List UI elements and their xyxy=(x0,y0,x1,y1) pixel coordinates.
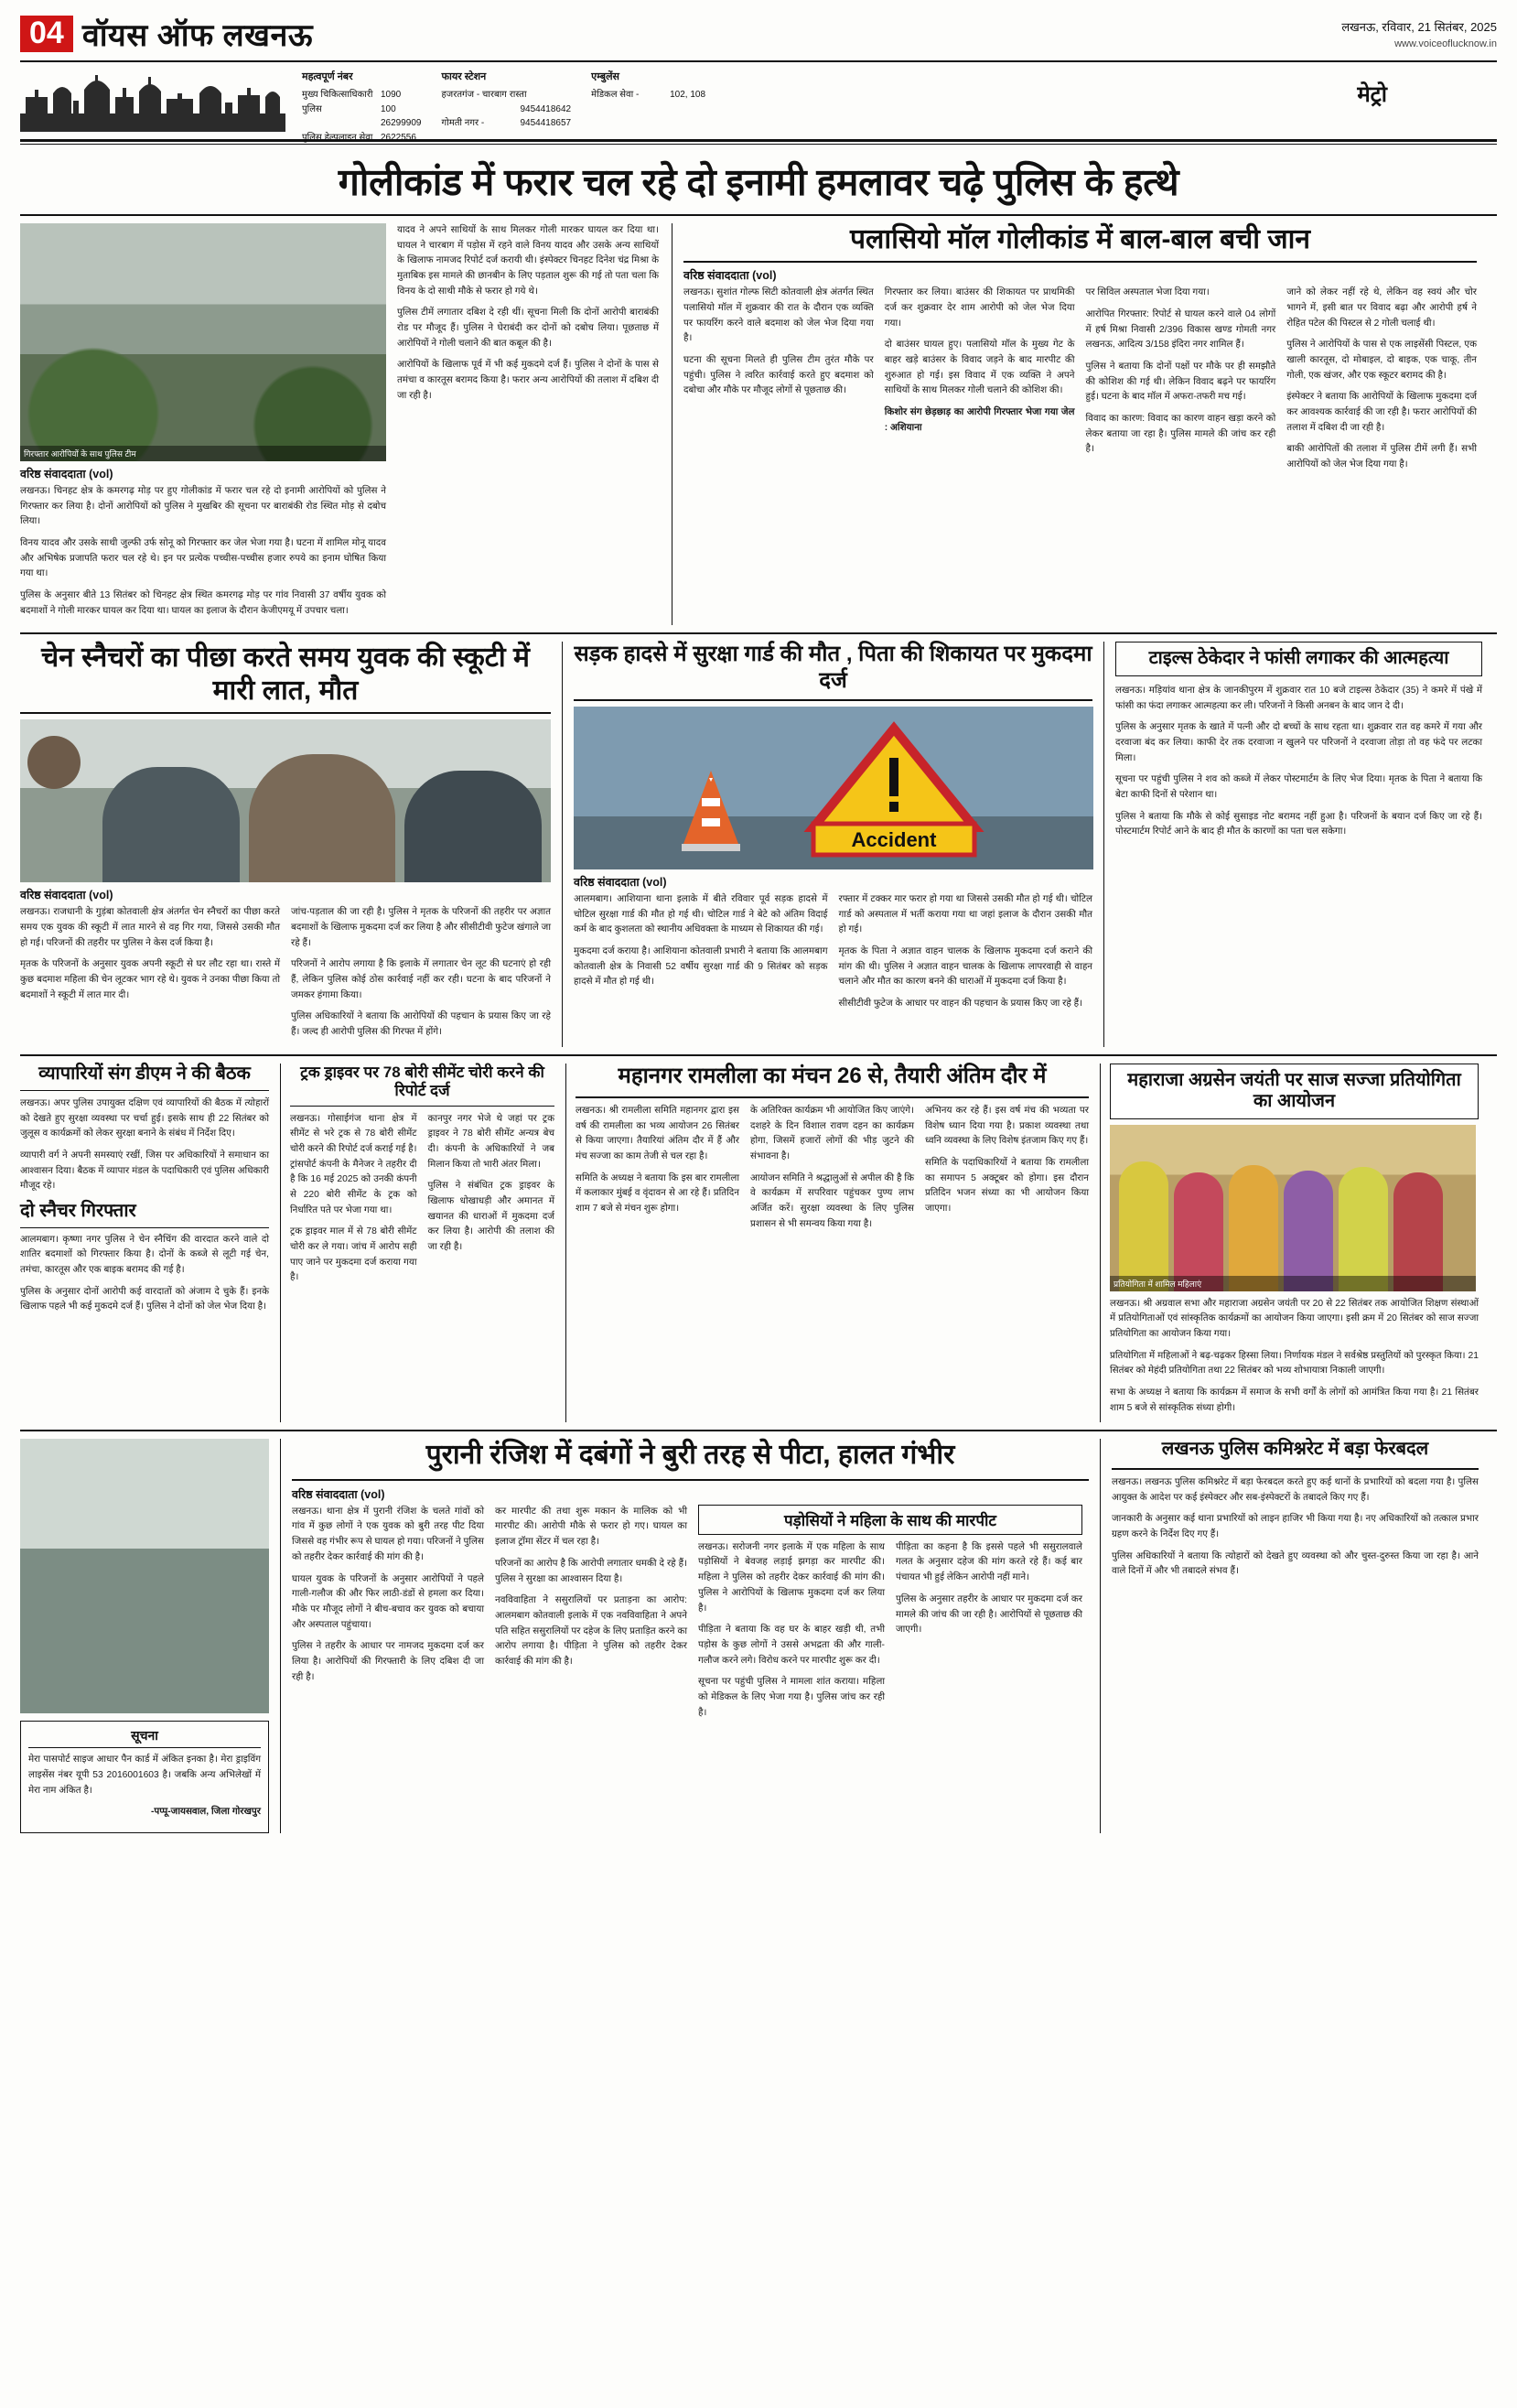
paragraph: पीड़िता ने बताया कि वह घर के बाहर खड़ी थी, तभी पड़ोस के कुछ लोगों ने उससे अभद्रता की और गाली-गलौज करने लगे। विरोध करने पर मारपीट शुरू कर दी। xyxy=(698,1625,885,1666)
helpline-number: 100 xyxy=(381,103,396,114)
lead-col2 xyxy=(397,223,659,625)
paragraph: आरोपियों के खिलाफ पूर्व में भी कई मुकदमे दर्ज हैं। पुलिस ने दोनों के पास से तमंचा व कारतूस बरामद किया है। फरार अन्य आरोपियों की तलाश में दबिश दी जा रही है। xyxy=(397,360,659,401)
lead-photo-caption: गिरफ्तार आरोपियों के साथ पुलिस टीम xyxy=(20,446,386,461)
police-reshuffle-article xyxy=(1100,1439,1479,1833)
accident-byline: वरिष्ठ संवाददाता (vol) xyxy=(574,876,667,889)
paragraph: पुलिस ने संबंधित ट्रक ड्राइवर के खिलाफ धोखाधड़ी और अमानत में खयानत की धाराओं में मुकदमा दर्ज कर लिया है। आरोपी की तलाश की जा रही है। xyxy=(427,1181,554,1252)
helpline-col1-head: महत्वपूर्ण नंबर xyxy=(302,71,353,82)
helpline-label: गोमती नगर - xyxy=(441,118,485,129)
publication-title: वॉयस ऑफ लखनऊ xyxy=(81,18,314,53)
info-strip xyxy=(20,66,1497,143)
paragraph: जाने को लेकर नहीं रहे थे, लेकिन वह स्वयं और चोर भागने में, इसी बात पर विवाद बढ़ा और आरोपी हर्ष ने रोहित पटेल की पिस्टल से 2 गोली चलाई थी। xyxy=(1286,287,1477,329)
notice-body xyxy=(28,1753,261,1820)
paragraph: किशोर संग छेड़छाड़ का आरोपी गिरफ्तार भेजा गया जेल : अशियाना xyxy=(884,407,1075,433)
paragraph: पुलिस के अनुसार मृतक के खाते में पत्नी और दो बच्चों के साथ रहता था। शुक्रवार रात वह कमरे में गया और दरवाजा बंद कर लिया। काफी देर तक दरवाजा न खुलने पर परिजनों ने दरवाजा तोड़ा तो वह फंदे पर लटका मिला। xyxy=(1115,722,1482,763)
notice-signature: -पप्पू-जायसवाल, जिला गोरखपुर xyxy=(150,1807,261,1818)
paragraph: बाकी आरोपितों की तलाश में पुलिस टीमें लगी हैं। सभी आरोपियों को जेल भेज दिया गया है। xyxy=(1286,444,1477,470)
palassio-article xyxy=(672,223,1477,625)
masthead-rule xyxy=(20,60,1497,62)
ramlila-article xyxy=(565,1064,1089,1423)
accident-sign-graphic xyxy=(574,707,1093,869)
tiles-article xyxy=(1103,642,1482,1046)
paragraph: प्रतियोगिता में महिलाओं ने बढ़-चढ़कर हिस्सा लिया। निर्णायक मंडल ने सर्वश्रेष्ठ प्रस्तुतियों को पुरस्कृत किया। 21 सितंबर को मेहंदी प्रतियोगिता तथा 22 सितंबर को भव्य शोभायात्रा निकाली जाएगी। xyxy=(1110,1350,1479,1377)
paragraph: रफ्तार में टक्कर मार फरार हो गया था जिससे उसकी मौत हो गई थी। चोटिल गार्ड को अस्पताल में भर्ती कराया गया था जहां इलाज के दौरान उसकी मौत हो गई। xyxy=(838,894,1092,935)
issue-date: लखनऊ, रविवार, 21 सितंबर, 2025 xyxy=(1341,20,1497,34)
helpline-important-numbers xyxy=(302,70,422,145)
notice-box xyxy=(20,1721,269,1833)
palassio-col2 xyxy=(885,286,1075,479)
paragraph: लखनऊ। लखनऊ पुलिस कमिश्नरेट में बड़ा फेरबदल करते हुए कई थानों के प्रभारियों को बदला गया है। पुलिस आयुक्त के आदेश पर कई इंस्पेक्टर और सब-इंस्पेक्टरों के तबादले किए गए हैं। xyxy=(1112,1477,1479,1503)
masthead-left xyxy=(20,13,313,55)
masthead-right xyxy=(1341,13,1497,51)
helpline-number: 102, 108 xyxy=(670,90,706,101)
truck-col1 xyxy=(290,1112,417,1292)
page-folio: 04 xyxy=(20,16,73,52)
paragraph: यादव ने अपने साथियों के साथ मिलकर गोली मारकर घायल कर दिया था। घायल ने चारबाग में पड़ोस में रहने वाले विनय यादव और उसके अन्य साथियों के खिलाफ नामजद रिपोर्ट दर्ज करायी थी। इंस्पेक्टर चिनहट दिनेश चंद्र मिश्रा के मुताबिक इस मामले की छानबीन के लिए पड़ताल शुरू की गई तो पता चला कि विनय के दो साथी मौके से फरार हो गये थे। xyxy=(397,225,659,297)
paragraph: लखनऊ। सरोजनी नगर इलाके में एक महिला के साथ पड़ोसियों ने बेवजह लड़ाई झगड़ा कर मारपीट की। महिला ने पुलिस को तहरीर देकर कार्रवाई की मांग की। पुलिस ने आरोपियों के खिलाफ मुकदमा दर्ज कर लिया है। xyxy=(698,1541,885,1614)
paragraph: घायल युवक के परिजनों के अनुसार आरोपियों ने पहले गाली-गलौज की और फिर लाठी-डंडों से हमला कर दिया। मौके पर मौजूद लोगों ने बीच-बचाव कर युवक को बचाया और अस्पताल पहुंचाया। xyxy=(292,1573,484,1630)
paragraph: पुलिस अधिकारियों ने बताया कि आरोपियों की पहचान के प्रयास किए जा रहे हैं। जल्द ही आरोपी पुलिस की गिरफ्त में होंगे। xyxy=(291,1011,551,1037)
paragraph: घटना की सूचना मिलते ही पुलिस टीम तुरंत मौके पर पहुंची। पुलिस ने त्वरित कार्रवाई करते हुए बदमाश को दबोचा और मौके पर मौजूद लोगों से पूछताछ की। xyxy=(683,355,874,396)
tiles-body xyxy=(1115,684,1482,840)
helpline-col2-head: फायर स्टेशन xyxy=(441,71,487,82)
paragraph: पुलिस के अनुसार दोनों आरोपी कई वारदातों को अंजाम दे चुके हैं। इनके खिलाफ पहले भी कई मुकदमे दर्ज हैं। पुलिस ने दोनों को जेल भेज दिया है। xyxy=(20,1286,269,1312)
lead-col1 xyxy=(20,484,386,619)
beating-col2 xyxy=(495,1505,687,1727)
maharaja-body xyxy=(1110,1297,1479,1417)
paragraph: विनय यादव और उसके साथी जुल्फी उर्फ सोनू को गिरफ्तार कर जेल भेजा गया है। घटना में शामिल मोनू यादव और अभिषेक प्रजापति फरार चल रहे थे। इन पर प्रत्येक पच्चीस-पच्चीस हजार रुपये का इनाम घोषित किया गया था। xyxy=(20,538,386,579)
paragraph: सूचना पर पहुंची पुलिस ने शव को कब्जे में लेकर पोस्टमार्टम के लिए भेज दिया। मृतक के पिता ने बताया कि बेटा काफी दिनों से परेशान था। xyxy=(1115,774,1482,800)
vyapari-article xyxy=(20,1064,269,1423)
vyapari-body xyxy=(20,1096,269,1194)
paragraph: गिरफ्तार कर लिया। बाउंसर की शिकायत पर प्राथमिकी दर्ज कर शुक्रवार देर शाम आरोपी को जेल भेज दिया गया। xyxy=(884,287,1075,329)
paragraph: आयोजन समिति ने श्रद्धालुओं से अपील की है कि वे कार्यक्रम में सपरिवार पहुंचकर पुण्य लाभ अर्जित करें। सुरक्षा व्यवस्था के लिए पुलिस प्रशासन से भी समन्वय किया गया है। xyxy=(750,1172,914,1229)
tiles-headline-box xyxy=(1115,642,1482,676)
accident-headline: सड़क हादसे में सुरक्षा गार्ड की मौत , पिता की शिकायत पर मुकदमा दर्ज xyxy=(574,642,1092,693)
paragraph: मेरा पासपोर्ट साइज आधार पैन कार्ड में अंकित इनका है। मेरा ड्राइविंग लाइसेंस नंबर यूपी 53 2016001603 है। जबकि अन्य अभिलेखों में मेरा नाम अंकित है। xyxy=(28,1755,261,1796)
palassio-col3 xyxy=(1086,286,1276,479)
ramlila-col2 xyxy=(750,1104,914,1238)
paragraph: व्यापारी वर्ग ने अपनी समस्याएं रखीं, जिस पर अधिकारियों ने समाधान का आश्वासन दिया। बैठक में व्यापार मंडल के पदाधिकारी एवं पुलिस अधिकारी मौजूद रहे। xyxy=(20,1150,269,1192)
chain-snatcher-article xyxy=(20,642,551,1046)
helpline-label xyxy=(302,116,373,131)
paragraph: ट्रक ड्राइवर माल में से 78 बोरी सीमेंट चोरी कर ले गया। जांच में आरोप सही पाए जाने पर मुकदमा दर्ज कराया गया है। xyxy=(290,1226,417,1283)
chain-photo xyxy=(20,719,551,882)
helpline-label: मुख्य चिकित्साधिकारी xyxy=(302,90,373,101)
paragraph: लखनऊ। श्री अग्रवाल सभा और महाराजा अग्रसेन जयंती पर 20 से 22 सितंबर तक आयोजित शिक्षण संस्थाओं में प्रतियोगिताओं एवं सांस्कृतिक कार्यक्रमों का आयोजन किया जाएगा। इसी क्रम में 20 सितंबर को साज सज्जा प्रतियोगिता का आयोजन किया गया। xyxy=(1110,1298,1479,1340)
paragraph: लखनऊ। गोसाईगंज थाना क्षेत्र में सीमेंट से भरे ट्रक से 78 बोरी सीमेंट चोरी करने की रिपोर्ट दर्ज कराई गई है। ट्रांसपोर्ट कंपनी के मैनेजर ने तहरीर दी है कि 16 मई 2025 को उनकी कंपनी से 220 बोरी सीमेंट के ट्रक को निर्धारित पते पर भेजा गया था। xyxy=(290,1113,417,1215)
section-label: मेट्रो xyxy=(1357,82,1387,107)
palassio-col4 xyxy=(1286,286,1477,479)
paragraph: परिजनों का आरोप है कि आरोपी लगातार धमकी दे रहे हैं। पुलिस ने सुरक्षा का आश्वासन दिया है। xyxy=(495,1558,687,1584)
helpline-number: 9454418657 xyxy=(520,118,572,129)
accident-col2 xyxy=(839,892,1093,1019)
paragraph: दो बाउंसर घायल हुए। पलासियो मॉल के मुख्य गेट के बाहर खड़े बाउंसर के विवाद जड़ने के बाद मारपीट की शुरुआत हो गई। इस विवाद में एक व्यक्ति ने अपने साथियों के साथ मिलकर गोली चलाने की कोशिश की। xyxy=(884,340,1075,396)
paragraph: लखनऊ। राजधानी के गुड़ंबा कोतवाली क्षेत्र अंतर्गत चेन स्नैचरों का पीछा करते समय एक युवक की स्कूटी में लात मारने से वह गिर गया, जिससे उसकी मौत हो गई। परिजनों की तहरीर पर पुलिस ने केस दर्ज किया है। xyxy=(20,907,280,948)
vyapari-headline: व्यापारियों संग डीएम ने की बैठक xyxy=(38,1063,251,1084)
paragraph: आलमबाग। कृष्णा नगर पुलिस ने चेन स्नैचिंग की वारदात करने वाले दो शातिर बदमाशों को गिरफ्तार किया है। दोनों के कब्जे से लूटी गई चेन, तमंचा, कारतूस और एक बाइक बरामद की गई है। xyxy=(20,1234,269,1276)
chain-headline: चेन स्नैचरों का पीछा करते समय युवक की स्कूटी में मारी लात, मौत xyxy=(41,642,530,706)
helpline-number: 26299909 xyxy=(381,118,422,129)
notice-heading: सूचना xyxy=(28,1727,261,1748)
chain-col1 xyxy=(20,905,280,1046)
reshuffle-headline: लखनऊ पुलिस कमिश्नरेट में बड़ा फेरबदल xyxy=(1161,1439,1429,1460)
paragraph: आलमबाग। आशियाना थाना इलाके में बीते रविवार पूर्व सड़क हादसे में चोटिल सुरक्षा गार्ड की मौत हो गई थी। चोटिल गार्ड ने बेटे को अंतिम विदाई कर्म के बाद कुशलता को स्थानीय अधिवक्ता के माध्यम से शिकायत की गई। xyxy=(574,894,828,935)
paragraph: लखनऊ। अपर पुलिस उपायुक्त दक्षिण एवं व्यापारियों की बैठक में त्योहारों को देखते हुए सुरक्षा व्यवस्था पर चर्चा हुई। इसके साथ ही 22 सितंबर को जुलूस व कार्यक्रमों को लेकर सुरक्षा बनाने के संबंध में निर्देश दिए। xyxy=(20,1098,269,1139)
truck-article xyxy=(280,1064,554,1423)
paragraph: अभिनय कर रहे हैं। इस वर्ष मंच की भव्यता पर विशेष ध्यान दिया गया है। प्रकाश व्यवस्था तथा ध्वनि व्यवस्था के लिए विशेष इंतजाम किए गए हैं। xyxy=(925,1105,1089,1147)
paragraph: लखनऊ। चिनहट क्षेत्र के कमरगढ़ मोड़ पर हुए गोलीकांड में फरार चल रहे दो इनामी आरोपियों को पुलिस ने गिरफ्तार कर लिया है। दोनों आरोपियों को पुलिस ने मुखबिर की सूचना पर बाराबंकी रोड स्थित मोड़ से दबोच लिया। xyxy=(20,486,386,527)
paragraph: लखनऊ। सुशांत गोल्फ सिटी कोतवाली क्षेत्र अंतर्गत स्थित पलासियो मॉल में शुक्रवार की रात के दौरान एक व्यक्ति पर फायरिंग करने वाले बदमाश को जेल भेज दिया गया है। xyxy=(683,287,874,344)
accident-photo xyxy=(574,707,1093,869)
paragraph: पुलिस टीमें लगातार दबिश दे रही थीं। सूचना मिली कि दोनों आरोपी बाराबंकी रोड पर मौजूद हैं। पुलिस ने घेराबंदी कर दोनों को दबोच लिया। पूछताछ में आरोपियों ने गोली चलाने की बात कबूल की है। xyxy=(397,308,659,349)
beating-col3 xyxy=(698,1540,885,1727)
palassio-headline: पलासियो मॉल गोलीकांड में बाल-बाल बची जान xyxy=(849,224,1311,254)
paragraph: पुलिस के अनुसार तहरीर के आधार पर मुकदमा दर्ज कर मामले की जांच की जा रही है। आरोपियों से पूछताछ की जाएगी। xyxy=(896,1593,1082,1636)
truck-headline: ट्रक ड्राइवर पर 78 बोरी सीमेंट चोरी करने की रिपोर्ट दर्ज xyxy=(300,1063,544,1099)
third-band xyxy=(20,1064,1497,1423)
paragraph: जांच-पड़ताल की जा रही है। पुलिस ने मृतक के परिजनों की तहरीर पर अज्ञात बदमाशों के खिलाफ मुकदमा दर्ज कर लिया है और सीसीटीवी फुटेज खंगाले जा रहे हैं। xyxy=(291,907,551,948)
paragraph: के अतिरिक्त कार्यक्रम भी आयोजित किए जाएंगे। दशहरे के दिन विशाल रावण दहन का कार्यक्रम होगा, जिसमें हजारों लोगों की भीड़ जुटने की संभावना है। xyxy=(750,1105,914,1161)
paragraph: लखनऊ। थाना क्षेत्र में पुरानी रंजिश के चलते गांवों को गांव में कुछ लोगों ने एक युवक को बुरी तरह पीट दिया जिससे वह गंभीर रूप से घायल हो गया। परिजनों ने पुलिस को तहरीर देकर कार्रवाई की मांग की है। xyxy=(292,1506,484,1562)
paragraph: विवाद का कारण: विवाद का कारण वाहन खड़ा करने को लेकर बताया जा रहा है। पुलिस मामले की जांच कर रही है। xyxy=(1085,414,1276,455)
ramlila-col1 xyxy=(576,1104,739,1238)
second-band xyxy=(20,642,1497,1046)
filler-photo xyxy=(20,1439,269,1713)
beating-col1 xyxy=(292,1505,484,1727)
tiles-headline: टाइल्स ठेकेदार ने फांसी लगाकर की आत्महत्या xyxy=(1148,648,1449,669)
helpline-number: 2622556 xyxy=(381,132,416,143)
paragraph: कानपुर नगर भेजे थे जहां पर ट्रक ड्राइवर ने 78 बोरी सीमेंट अन्यत्र बेच दी। कंपनी के अधिकारियों ने जब मिलान किया तो भारी अंतर मिला। xyxy=(427,1113,554,1170)
helpline-label: मेडिकल सेवा - xyxy=(591,90,640,101)
website-url: www.voiceoflucknow.in xyxy=(1394,38,1497,49)
paragraph: मृतक के परिजनों के अनुसार युवक अपनी स्कूटी से घर लौट रहा था। रास्ते में कुछ बदमाश महिला की चेन लूटकर भाग रहे थे। युवक ने उनका पीछा किया तो बदमाशों ने स्कूटी में लात मार दी। xyxy=(20,959,280,1000)
paragraph: मृतक के पिता ने अज्ञात वाहन चालक के खिलाफ मुकदमा दर्ज कराने की मांग की थी। पुलिस ने अज्ञात वाहन चालक के खिलाफ लापरवाही से वाहन चलाने और मौत का कारण बनने की धाराओं में मुकदमा दर्ज किया है। xyxy=(838,946,1092,988)
paragraph: पुलिस ने बताया कि दोनों पक्षों पर मौके पर ही समझौते की कोशिश की गई थी। लेकिन विवाद बढ़ने पर फायरिंग हुई। घटना के बाद मॉल में अफरा-तफरी मच गई। xyxy=(1085,362,1276,403)
paragraph: सूचना पर पहुंची पुलिस ने मामला शांत कराया। महिला को मेडिकल के लिए भेजा गया है। पुलिस जांच कर रही है। xyxy=(698,1677,885,1718)
paragraph: पुलिस ने तहरीर के आधार पर नामजद मुकदमा दर्ज कर लिया है। आरोपियों की गिरफ्तारी के लिए दबिश दी जा रही है। xyxy=(292,1641,484,1682)
paragraph: लखनऊ। श्री रामलीला समिति महानगर द्वारा इस वर्ष की रामलीला का भव्य आयोजन 26 सितंबर से किया जाएगा। तैयारियां अंतिम दौर में हैं और मंच सज्जा का काम तेजी से चल रहा है। xyxy=(576,1105,739,1161)
notice-column xyxy=(20,1439,269,1833)
beating-byline: वरिष्ठ संवाददाता (vol) xyxy=(292,1487,385,1501)
helpline-col3-head: एम्बुलेंस xyxy=(591,71,619,82)
vyapari-sub-body xyxy=(20,1233,269,1315)
helpline-number: 1090 xyxy=(381,90,402,101)
maharaja-photo xyxy=(1110,1125,1476,1291)
helpline-number: 9454418642 xyxy=(520,103,572,114)
paragraph: आरोपित गिरफ्तार: रिपोर्ट से घायल करने वाले 04 लोगों में हर्ष मिश्रा निवासी 2/396 विकास खण्ड गोमती नगर लखनऊ, आदित्य 3/158 इंदिरा नगर शामिल हैं। xyxy=(1085,309,1276,351)
city-skyline-icon xyxy=(20,66,285,132)
paragraph: लखनऊ। मड़ियांव थाना क्षेत्र के जानकीपुरम में शुक्रवार रात 10 बजे टाइल्स ठेकेदार (35) ने कमरे में पंखे में फांसी का फंदा लगाकर आत्महत्या कर ली। परिजनों ने किसी अनबन के बाद जान दे दी। xyxy=(1115,685,1482,711)
beating-sub-article xyxy=(698,1505,1082,1727)
paragraph: नवविवाहिता ने ससुरालियों पर प्रताड़ना का आरोप: आलमबाग कोतवाली इलाके में एक नवविवाहिता ने अपने पति सहित ससुरालियों पर दहेज के लिए प्रताड़ित करने का आरोप लगाया है। पीड़िता ने पुलिस को तहरीर देकर कार्रवाई की मांग की है। xyxy=(495,1595,687,1667)
paragraph: पुलिस के अनुसार बीते 13 सितंबर को चिनहट क्षेत्र स्थित कमरगढ़ मोड़ पर गांव निवासी 37 वर्षीय युवक को बदमाशों ने गोली मारकर घायल कर दिया था। घायल का इलाज के दौरान केजीएमयू में उपचार चला। xyxy=(20,590,386,616)
paragraph: पुलिस ने बताया कि मौके से कोई सुसाइड नोट बरामद नहीं हुआ है। परिजनों के बयान दर्ज किए जा रहे हैं। पोस्टमार्टम रिपोर्ट आने के बाद ही मौत के कारणों का पता चल सकेगा। xyxy=(1115,811,1482,837)
paragraph: सीसीटीवी फुटेज के आधार पर वाहन की पहचान के प्रयास किए जा रहे हैं। xyxy=(838,999,1083,1010)
accident-article xyxy=(562,642,1092,1046)
helpline-box xyxy=(302,66,705,145)
maharaja-photo-caption: प्रतियोगिता में शामिल महिलाएं xyxy=(1110,1276,1476,1291)
paragraph: जानकारी के अनुसार कई थाना प्रभारियों को लाइन हाजिर भी किया गया है। नए अधिकारियों को तत्काल प्रभार ग्रहण करने के निर्देश दिए गए हैं। xyxy=(1112,1514,1479,1540)
lead-headline: गोलीकांड में फरार चल रहे दो इनामी हमलावर चढ़े पुलिस के हत्थे xyxy=(338,161,1179,203)
helpline-ambulance xyxy=(591,70,705,145)
ramlila-col3 xyxy=(925,1104,1089,1238)
helpline-label: पुलिस हेल्पलाइन सेवा xyxy=(302,132,373,143)
reshuffle-body xyxy=(1112,1475,1479,1580)
accident-col1 xyxy=(574,892,828,1019)
paragraph: परिजनों ने आरोप लगाया है कि इलाके में लगातार चेन लूट की घटनाएं हो रही हैं, लेकिन पुलिस कोई ठोस कार्रवाई नहीं कर रही। घटना के बाद परिजनों ने जमकर हंगामा किया। xyxy=(291,959,551,1000)
helpline-label: पुलिस xyxy=(302,103,322,114)
beating-article xyxy=(280,1439,1089,1833)
paragraph: सभा के अध्यक्ष ने बताया कि कार्यक्रम में समाज के सभी वर्गों के लोगों को आमंत्रित किया गया है। 21 सितंबर शाम 5 बजे से सांस्कृतिक संध्या होगी। xyxy=(1110,1388,1479,1413)
helpline-label: हजरतगंज - चारबाग रास्ता xyxy=(441,90,527,101)
palassio-col1 xyxy=(683,286,874,479)
chain-byline: वरिष्ठ संवाददाता (vol) xyxy=(20,889,113,902)
lead-byline: वरिष्ठ संवाददाता (vol) xyxy=(20,468,113,481)
lead-block xyxy=(20,223,1497,625)
masthead xyxy=(20,13,1497,55)
strip-rule-thick xyxy=(20,139,1497,142)
fourth-band xyxy=(20,1439,1497,1833)
paragraph: पुलिस ने आरोपियों के पास से एक लाइसेंसी पिस्टल, एक खाली कारतूस, दो मोबाइल, दो बाइक, एक चाकू, तीन गोली, एक खंजर, और एक स्कूटर बरामद की है। xyxy=(1286,340,1477,381)
strip-rule-thin xyxy=(20,144,1497,145)
lead-photo xyxy=(20,223,386,461)
paragraph: पर सिविल अस्पताल भेजा दिया गया। xyxy=(1085,287,1210,298)
helpline-fire-station xyxy=(442,70,572,145)
ramlila-headline: महानगर रामलीला का मंचन 26 से, तैयारी अंतिम दौर में xyxy=(618,1063,1047,1088)
maharaja-article xyxy=(1100,1064,1479,1423)
chain-col2 xyxy=(291,905,551,1046)
neighbour-headline: पड़ोसियों ने महिला के साथ की मारपीट xyxy=(698,1505,1082,1535)
paragraph: मुकदमा दर्ज कराया है। आशियाना कोतवाली प्रभारी ने बताया कि आलमबाग कोतवाली क्षेत्र के निवासी 52 वर्षीय सुरक्षा गार्ड की 9 सितंबर को सड़क हादसे में मौत हो गई थी। xyxy=(574,946,828,988)
paragraph: पीड़िता का कहना है कि इससे पहले भी ससुरालवाले गलत के अनुसार दहेज की मांग करते रहे हैं। कई बार पंचायत भी हुई लेकिन आरोपी नहीं माने। xyxy=(896,1541,1082,1583)
beating-headline: पुरानी रंजिश में दबंगों ने बुरी तरह से पीटा, हालत गंभीर xyxy=(425,1440,955,1471)
paragraph: कर मारपीट की तथा शुरू मकान के मालिक को भी मारपीट की। आरोपी मौके से फरार हो गए। घायल का इलाज ट्रॉमा सेंटर में चल रहा है। xyxy=(495,1506,687,1548)
maharaja-headline-box xyxy=(1110,1064,1479,1119)
paragraph: इंस्पेक्टर ने बताया कि आरोपियों के खिलाफ मुकदमा दर्ज कर आवश्यक कार्रवाई की जा रही है। फरार आरोपियों की तलाश में दबिश दी जा रही है। xyxy=(1286,392,1477,433)
palassio-byline: वरिष्ठ संवाददाता (vol) xyxy=(683,269,777,283)
svg-text:Accident: Accident xyxy=(851,828,937,851)
paragraph: पुलिस अधिकारियों ने बताया कि त्योहारों को देखते हुए व्यवस्था को और चुस्त-दुरुस्त किया जा रहा है। आने वाले दिनों में और भी तबादले संभव हैं। xyxy=(1112,1550,1479,1577)
truck-col2 xyxy=(428,1112,555,1292)
helpline-label xyxy=(442,103,513,117)
vyapari-sub-headline: दो स्नैचर गिरफ्तार xyxy=(20,1201,136,1222)
paragraph: समिति के पदाधिकारियों ने बताया कि रामलीला का समापन 5 अक्टूबर को होगा। इस दौरान प्रतिदिन भजन संध्या का भी आयोजन किया जाएगा। xyxy=(925,1157,1089,1214)
maharaja-headline: महाराजा अग्रसेन जयंती पर साज सज्जा प्रतियोगिता का आयोजन xyxy=(1127,1069,1461,1112)
beating-col4 xyxy=(896,1540,1082,1727)
paragraph: समिति के अध्यक्ष ने बताया कि इस बार रामलीला में कलाकार मुंबई व वृंदावन से आ रहे हैं। प्रतिदिन शाम 7 बजे से मंचन शुरू होगा। xyxy=(576,1172,739,1214)
